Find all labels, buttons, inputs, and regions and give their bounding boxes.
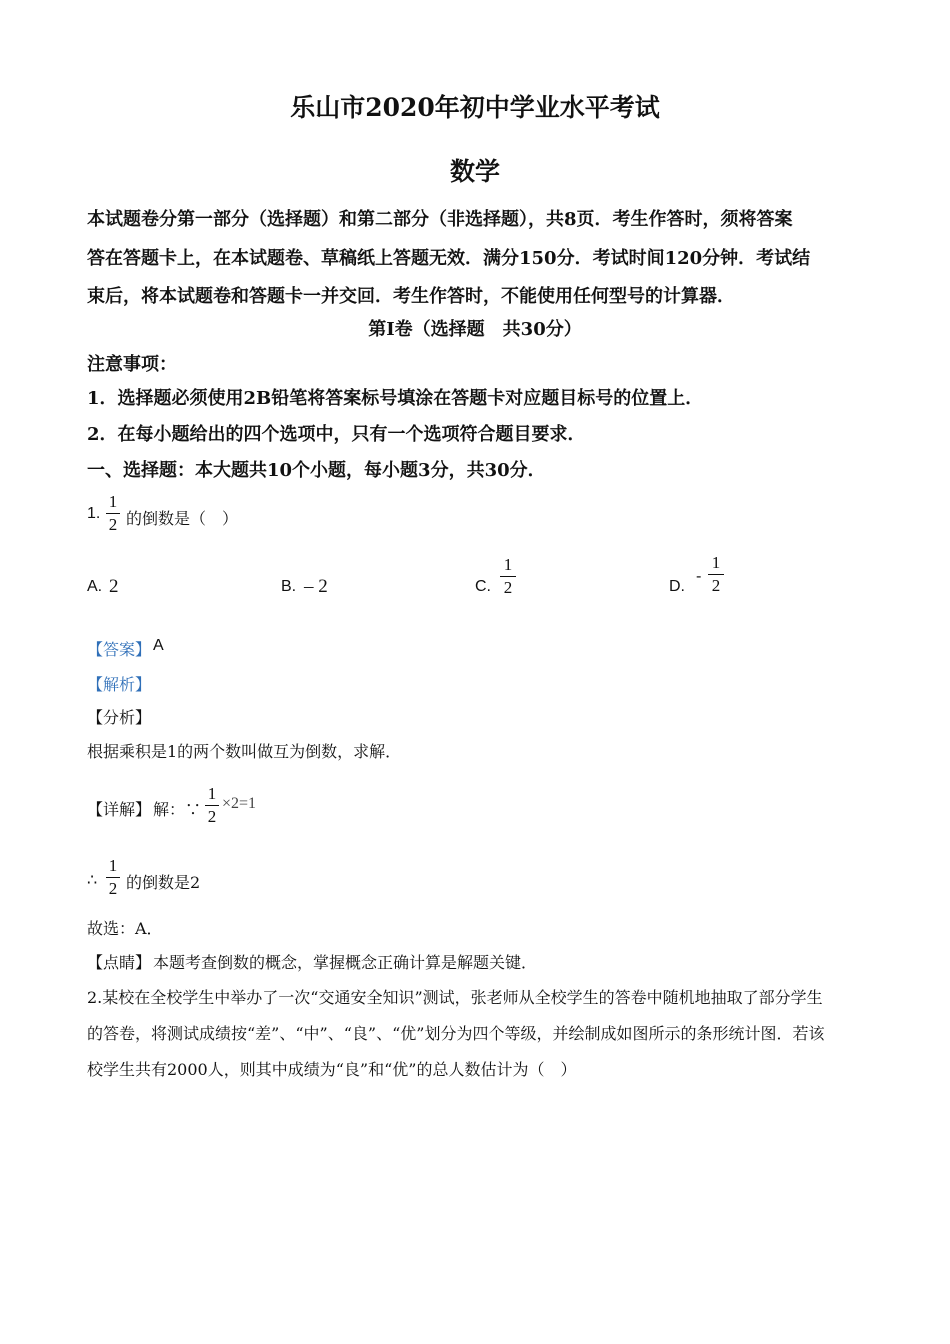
- q1-frac-numerator: 1: [108, 492, 118, 511]
- option-a-value: 2: [109, 576, 119, 597]
- section1-heading: 一、选择题：本大题共10个小题，每小题3分，共30分．: [87, 460, 546, 481]
- therefore-frac-bar: [106, 877, 120, 878]
- option-c-fraction: [500, 555, 516, 598]
- detail-frac-bar: [205, 805, 219, 806]
- intro-line-3: 束后，将本试题卷和答题卡一并交回．考生作答时，不能使用任何型号的计算器．: [87, 286, 735, 307]
- q2-line-2: 的答卷，将测试成绩按“差”、“中”、“良”、“优”划分为四个等级，并绘制成如图所示的条形统计图．若该: [87, 1024, 825, 1043]
- option-d-denominator: 2: [711, 576, 721, 595]
- option-c-numerator: 1: [503, 555, 513, 574]
- notes-item-2: 2．在每小题给出的四个选项中，只有一个选项符合题目要求．: [87, 424, 586, 445]
- fenxi-tag: 【分析】: [87, 708, 152, 727]
- detail-numerator: 1: [207, 784, 217, 803]
- q1-fraction: [106, 492, 120, 535]
- q2-line-1: 2.某校在全校学生中举办了一次“交通安全知识”测试，张老师从全校学生的答卷中随机地抽取了部分学生: [87, 988, 823, 1007]
- option-d-fraction: [708, 553, 724, 596]
- part1-heading: 第Ⅰ卷（选择题 共30分）: [368, 319, 582, 340]
- intro-line-2: 答在答题卡上，在本试题卷、草稿纸上答题无效．满分150分．考试时间120分钟．考试结: [87, 248, 811, 269]
- option-c-denominator: 2: [503, 578, 513, 597]
- q1-number: 1.: [87, 505, 101, 522]
- exam-title: 乐山市2020年初中学业水平考试: [290, 93, 660, 122]
- therefore-denominator: 2: [108, 879, 118, 898]
- therefore-numerator: 1: [108, 856, 118, 875]
- option-a-label: A.: [87, 578, 103, 595]
- intro-line-1: 本试题卷分第一部分（选择题）和第二部分（非选择题），共8页．考生作答时，须将答案: [87, 209, 793, 230]
- comment-tag: 【点睛】: [87, 953, 152, 972]
- detail-fraction: [205, 784, 219, 827]
- analysis-tag: 【解析】: [87, 675, 152, 694]
- detail-tag: 【详解】: [87, 800, 152, 819]
- q1-stem: 的倒数是（ ）: [126, 509, 239, 528]
- detail-tail: ×2=1: [222, 795, 257, 812]
- option-c-frac-bar: [500, 576, 516, 577]
- option-d-sign: -: [696, 566, 702, 585]
- subject-title: 数学: [449, 157, 500, 186]
- q1-frac-denominator: 2: [108, 515, 118, 534]
- therefore-text: 的倒数是2: [126, 873, 201, 892]
- option-d-label: D.: [669, 578, 685, 595]
- detail-text: 解：∵: [153, 800, 202, 819]
- detail-denominator: 2: [207, 807, 217, 826]
- notes-heading: 注意事项：: [87, 354, 177, 375]
- therefore-symbol: ∴: [87, 870, 98, 889]
- q2-line-3: 校学生共有2000人，则其中成绩为“良”和“优”的总人数估计为（ ）: [87, 1060, 577, 1079]
- answer-value: A: [153, 637, 164, 654]
- option-b-value: – 2: [304, 576, 328, 597]
- answer-tag: 【答案】: [87, 640, 152, 659]
- option-c-label: C.: [475, 578, 491, 595]
- option-d-numerator: 1: [711, 553, 721, 572]
- therefore-fraction: [106, 856, 120, 899]
- option-d-frac-bar: [708, 574, 724, 575]
- option-b-label: B.: [281, 578, 297, 595]
- q1-frac-bar: [106, 513, 120, 514]
- notes-item-1: 1．选择题必须使用2B铅笔将答案标号填涂在答题卡对应题目标号的位置上．: [87, 388, 704, 409]
- choose-text: 故选：A．: [87, 919, 163, 938]
- fenxi-text: 根据乘积是1的两个数叫做互为倒数，求解．: [87, 742, 402, 761]
- comment-text: 本题考查倒数的概念，掌握概念正确计算是解题关键．: [153, 953, 538, 972]
